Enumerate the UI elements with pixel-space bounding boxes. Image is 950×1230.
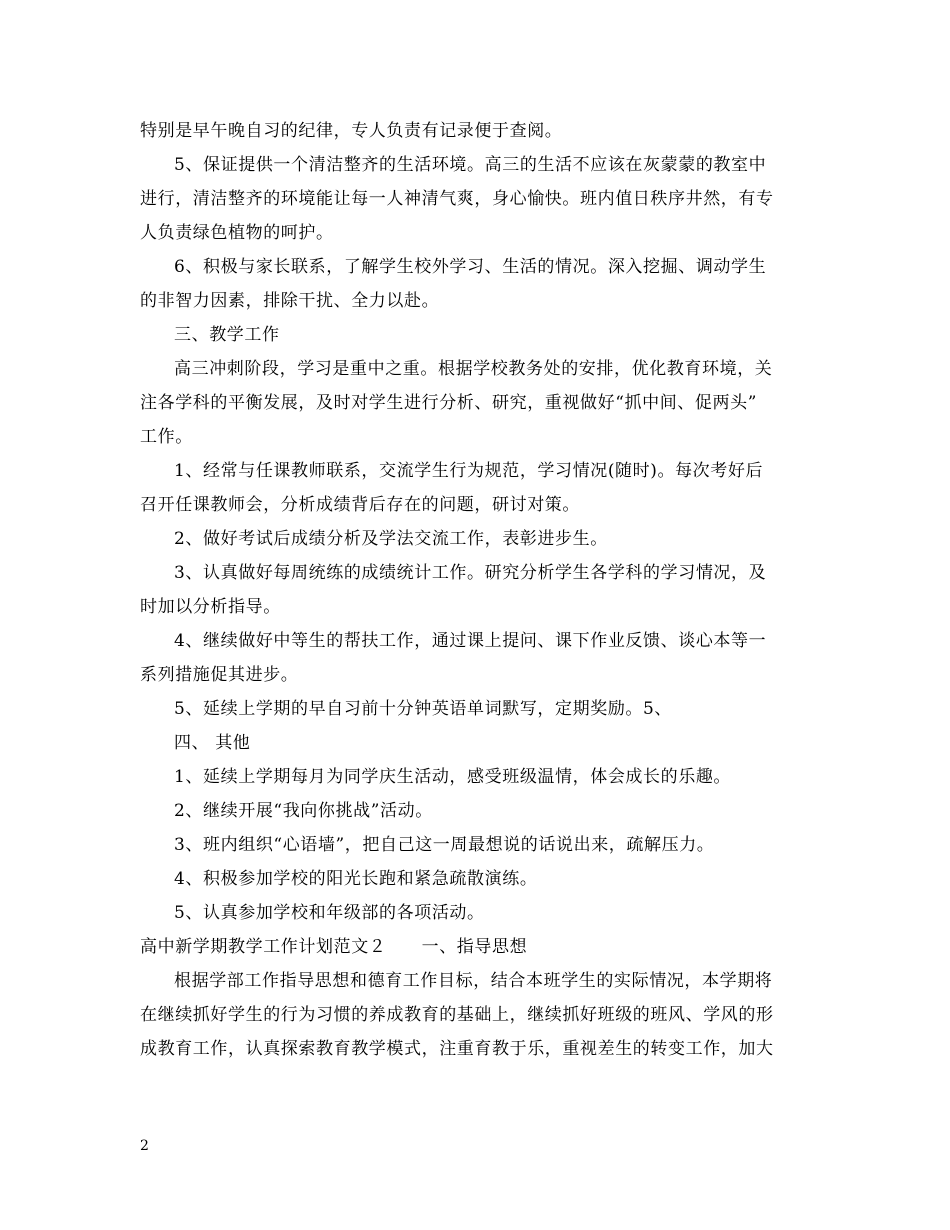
text-line: 1、经常与任课教师联系，交流学生行为规范，学习情况(随时)。每次考好后 bbox=[174, 461, 764, 481]
text-line: 5、认真参加学校和年级部的各项活动。 bbox=[174, 903, 485, 923]
document-body bbox=[140, 114, 820, 1066]
text-line: 根据学部工作指导思想和德育工作目标，结合本班学生的实际情况，本学期将 bbox=[174, 971, 773, 991]
text-line: 高三冲刺阶段，学习是重中之重。根据学校教务处的安排，优化教育环境，关 bbox=[174, 359, 773, 379]
text-line: 3、认真做好每周统练的成绩统计工作。研究分析学生各学科的学习情况，及 bbox=[174, 563, 767, 583]
page-number: 2 bbox=[140, 1138, 149, 1154]
text-line: 2、继续开展“我向你挑战”活动。 bbox=[174, 801, 433, 821]
text-line: 三、教学工作 bbox=[174, 325, 280, 345]
text-line: 成教育工作，认真探索教育教学模式，注重育教于乐，重视差生的转变工作，加大 bbox=[140, 1039, 774, 1059]
text-line: 在继续抓好学生的行为习惯的养成教育的基础上，继续抓好班级的班风、学风的形 bbox=[140, 1005, 774, 1025]
text-line: 5、延续上学期的早自习前十分钟英语单词默写，定期奖励。5、 bbox=[174, 699, 673, 719]
text-line: 系列措施促其进步。 bbox=[140, 665, 299, 685]
text-line: 5、保证提供一个清洁整齐的生活环境。高三的生活不应该在灰蒙蒙的教室中 bbox=[174, 155, 767, 175]
text-line: 特别是早午晚自习的纪律，专人负责有记录便于查阅。 bbox=[140, 121, 563, 141]
text-line: 注各学科的平衡发展，及时对学生进行分析、研究，重视做好“抓中间、促两头” bbox=[140, 393, 757, 413]
text-line: 2、做好考试后成绩分析及学法交流工作，表彰进步生。 bbox=[174, 529, 608, 549]
text-line: 6、积极与家长联系，了解学生校外学习、生活的情况。深入挖掘、调动学生 bbox=[174, 257, 767, 277]
text-line: 四、 其他 bbox=[174, 733, 251, 753]
text-line: 人负责绿色植物的呵护。 bbox=[140, 223, 334, 243]
text-line: 4、积极参加学校的阳光长跑和紧急疏散演练。 bbox=[174, 869, 538, 889]
text-line: 工作。 bbox=[140, 427, 193, 447]
text-line: 3、班内组织“心语墙”，把自己这一周最想说的话说出来，疏解压力。 bbox=[174, 835, 715, 855]
text-line: 召开任课教师会，分析成绩背后存在的问题，研讨对策。 bbox=[140, 495, 580, 515]
text-line: 高中新学期教学工作计划范文２ 一、指导思想 bbox=[140, 937, 528, 957]
text-line: 时加以分析指导。 bbox=[140, 597, 281, 617]
text-line: 的非智力因素，排除干扰、全力以赴。 bbox=[140, 291, 440, 311]
text-line: 1、延续上学期每月为同学庆生活动，感受班级温情，体会成长的乐趣。 bbox=[174, 767, 732, 787]
text-line: 进行，清洁整齐的环境能让每一人神清气爽，身心愉快。班内值日秩序井然，有专 bbox=[140, 189, 774, 209]
text-line: 4、继续做好中等生的帮扶工作，通过课上提问、课下作业反馈、谈心本等一 bbox=[174, 631, 767, 651]
